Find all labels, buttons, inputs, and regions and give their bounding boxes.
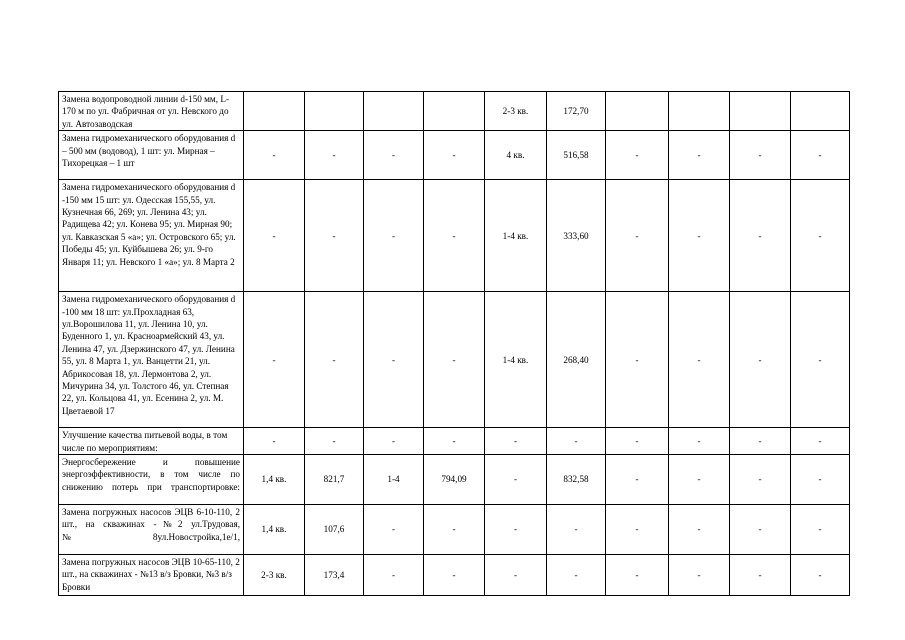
table-cell: - (669, 455, 730, 505)
table-cell: - (791, 428, 850, 455)
table-cell: - (606, 505, 669, 555)
table-cell: 1-4 кв. (485, 180, 547, 292)
table-cell: - (305, 292, 364, 428)
measure-description: Улучшение качества питьевой воды, в том числе по мероприятиям: (59, 428, 244, 455)
table-cell: - (606, 292, 669, 428)
table-cell: 2-3 кв. (244, 555, 305, 596)
table-cell: 268,40 (547, 292, 606, 428)
table-cell: - (606, 455, 669, 505)
table-cell: - (606, 428, 669, 455)
table-cell (305, 92, 364, 131)
table-cell: 1-4 кв. (485, 292, 547, 428)
measure-description: Замена водопроводной линии d-150 мм, L-170 м по ул. Фабричная от ул. Невского до ул. Автозаводская (59, 92, 244, 131)
table-cell: - (669, 180, 730, 292)
table-cell: - (730, 505, 791, 555)
table-cell: 2-3 кв. (485, 92, 547, 131)
table-cell: 1,4 кв. (244, 455, 305, 505)
table-cell: - (669, 131, 730, 180)
table-cell (730, 92, 791, 131)
table-cell: - (485, 428, 547, 455)
table-cell: - (547, 428, 606, 455)
table-cell: 832,58 (547, 455, 606, 505)
table-cell: 107,6 (305, 505, 364, 555)
table-cell: 173,4 (305, 555, 364, 596)
table-cell: - (424, 292, 485, 428)
table-row (59, 455, 850, 505)
table-cell: - (669, 505, 730, 555)
table-cell: - (606, 180, 669, 292)
table-cell: - (424, 131, 485, 180)
table-cell: - (244, 428, 305, 455)
table-cell: - (485, 555, 547, 596)
table-cell: - (364, 131, 424, 180)
table-cell (424, 92, 485, 131)
table-cell: - (364, 292, 424, 428)
table-cell: - (791, 131, 850, 180)
table-cell (791, 92, 850, 131)
table-cell: - (424, 428, 485, 455)
measure-description: Замена погружных насосов ЭЦВ 10-65-110, 2 шт., на скважинах - №13 в/з Бровки, №3 в/з Бровки (59, 555, 244, 596)
table-row (59, 131, 850, 180)
table-cell: 794,09 (424, 455, 485, 505)
table-cell: - (485, 455, 547, 505)
table-cell: 821,7 (305, 455, 364, 505)
table-cell: - (791, 505, 850, 555)
table-cell: - (791, 180, 850, 292)
table-cell (244, 92, 305, 131)
table-cell: 172,70 (547, 92, 606, 131)
table-cell: - (547, 555, 606, 596)
table-row (59, 555, 850, 596)
table-cell: - (669, 428, 730, 455)
table-cell: 1,4 кв. (244, 505, 305, 555)
table-row (59, 180, 850, 292)
table-cell: - (606, 131, 669, 180)
table-cell: - (305, 180, 364, 292)
table-cell (364, 92, 424, 131)
table-row (59, 428, 850, 455)
table-cell: - (730, 428, 791, 455)
table-cell: - (730, 131, 791, 180)
table-cell: - (364, 428, 424, 455)
table-cell: 1-4 (364, 455, 424, 505)
table-cell: - (244, 180, 305, 292)
table-row (59, 92, 850, 131)
table-body (59, 92, 850, 596)
table-cell: 4 кв. (485, 131, 547, 180)
table-cell: - (730, 455, 791, 505)
table-cell: - (730, 555, 791, 596)
table-cell: 516,58 (547, 131, 606, 180)
table-cell: - (364, 180, 424, 292)
table-cell: - (424, 555, 485, 596)
measure-description: Замена гидромеханического оборудования d -150 мм 15 шт: ул. Одесская 155,55, ул. Кузнечная 66, 269; ул. Ленина 43; ул. Радищева 42; ул. Конева 95; ул. Мирная 90; ул. Кавказская 5 «а»; ул. Островского 65; ул. Победы 45; ул. Куйбышева 26; ул. 9-го Января 11; ул. Невского 1 «а»; ул. 8 Марта 2 (59, 180, 244, 292)
table-row (59, 292, 850, 428)
table-cell: - (364, 505, 424, 555)
table-cell: - (730, 292, 791, 428)
table-cell: - (244, 292, 305, 428)
table-cell: - (364, 555, 424, 596)
table-cell: - (424, 180, 485, 292)
measures-table (58, 91, 850, 596)
table-cell: - (791, 555, 850, 596)
table-cell: - (305, 428, 364, 455)
table-cell: - (244, 131, 305, 180)
table-cell: - (669, 292, 730, 428)
table-cell: - (424, 505, 485, 555)
table-cell: - (485, 505, 547, 555)
measure-description: Замена погружных насосов ЭЦВ 6-10-110, 2 шт., на скважинах -№2 ул.Трудовая, №8ул.Новостройка,1е/1, (59, 505, 244, 555)
table-cell: 333,60 (547, 180, 606, 292)
measure-description: Энергосбережение и повышение энергоэффективности, в том числе по снижению потерь при транспортировке: (59, 455, 244, 505)
table-cell: - (547, 505, 606, 555)
table-cell: - (791, 292, 850, 428)
table-cell (606, 92, 669, 131)
table-row (59, 505, 850, 555)
table-cell: - (606, 555, 669, 596)
table-cell (669, 92, 730, 131)
table-cell: - (791, 455, 850, 505)
table-cell: - (305, 131, 364, 180)
measure-description: Замена гидромеханического оборудования d – 500 мм (водовод), 1 шт: ул. Мирная – Тихорецкая – 1 шт (59, 131, 244, 180)
measure-description: Замена гидромеханического оборудования d -100 мм 18 шт: ул.Прохладная 63, ул.Ворошилова 11, ул. Ленина 10, ул. Буденного 1, ул. Красноармейский 43, ул. Ленина 47, ул. Дзержинского 47, ул. Ленина 55, ул. 8 Марта 1, ул. Ванцетти 21, ул. Абрикосовая 18, ул. Лермонтова 2, ул. Мичурина 34, ул. Толстого 46, ул. Степная 22, ул. Кольцова 41, ул. Есенина 2, ул. М. Цветаевой 17 (59, 292, 244, 428)
table-cell: - (669, 555, 730, 596)
table-cell: - (730, 180, 791, 292)
